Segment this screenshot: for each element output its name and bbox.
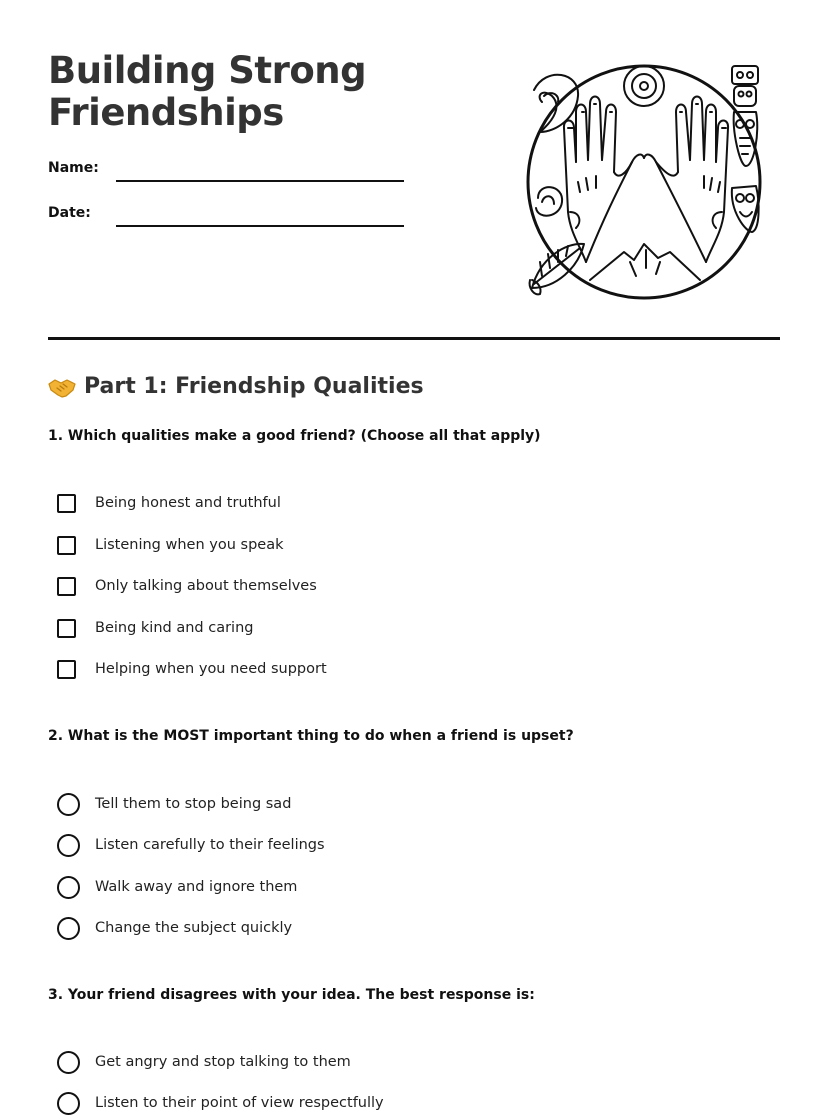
option-label: Listening when you speak (95, 537, 284, 553)
section-divider (48, 337, 780, 340)
question-2: 2. What is the MOST important thing to do when a friend is upset? (48, 728, 574, 744)
q1-option-1[interactable] (57, 491, 281, 515)
radio-button[interactable] (57, 793, 80, 816)
option-label: Change the subject quickly (95, 920, 293, 936)
worksheet-title (48, 50, 366, 134)
date-field[interactable] (116, 225, 404, 227)
section-title: Part 1: Friendship Qualities (84, 374, 424, 399)
title-line-2: Friendships (48, 91, 284, 134)
radio-button[interactable] (57, 1051, 80, 1074)
option-label: Only talking about themselves (95, 578, 317, 594)
radio-button[interactable] (57, 876, 80, 899)
handshake-icon (48, 375, 76, 399)
q3-option-1[interactable] (57, 1050, 351, 1074)
q1-option-3[interactable] (57, 574, 317, 598)
radio-button[interactable] (57, 917, 80, 940)
q1-option-5[interactable] (57, 657, 327, 681)
q3-option-2[interactable] (57, 1091, 384, 1115)
q1-option-2[interactable] (57, 533, 284, 557)
q1-option-4[interactable] (57, 616, 254, 640)
option-label: Listen carefully to their feelings (95, 837, 325, 853)
question-1: 1. Which qualities make a good friend? (Choose all that apply) (48, 428, 541, 444)
radio-button[interactable] (57, 1092, 80, 1115)
date-label: Date: (48, 205, 91, 221)
checkbox[interactable] (57, 577, 76, 596)
question-3: 3. Your friend disagrees with your idea. The best response is: (48, 987, 535, 1003)
checkbox[interactable] (57, 619, 76, 638)
section-heading (48, 374, 424, 399)
checkbox[interactable] (57, 660, 76, 679)
friendship-hands-logo (526, 62, 766, 302)
title-line-1: Building Strong (48, 49, 367, 92)
option-label: Being honest and truthful (95, 495, 281, 511)
radio-button[interactable] (57, 834, 80, 857)
option-label: Get angry and stop talking to them (95, 1054, 351, 1070)
name-label: Name: (48, 160, 99, 176)
option-label: Listen to their point of view respectfully (95, 1095, 384, 1111)
q2-option-1[interactable] (57, 792, 292, 816)
q2-option-2[interactable] (57, 833, 325, 857)
option-label: Tell them to stop being sad (95, 796, 292, 812)
checkbox[interactable] (57, 536, 76, 555)
option-label: Being kind and caring (95, 620, 254, 636)
option-label: Walk away and ignore them (95, 879, 298, 895)
name-field[interactable] (116, 180, 404, 182)
q2-option-3[interactable] (57, 875, 298, 899)
q2-option-4[interactable] (57, 916, 293, 940)
checkbox[interactable] (57, 494, 76, 513)
option-label: Helping when you need support (95, 661, 327, 677)
